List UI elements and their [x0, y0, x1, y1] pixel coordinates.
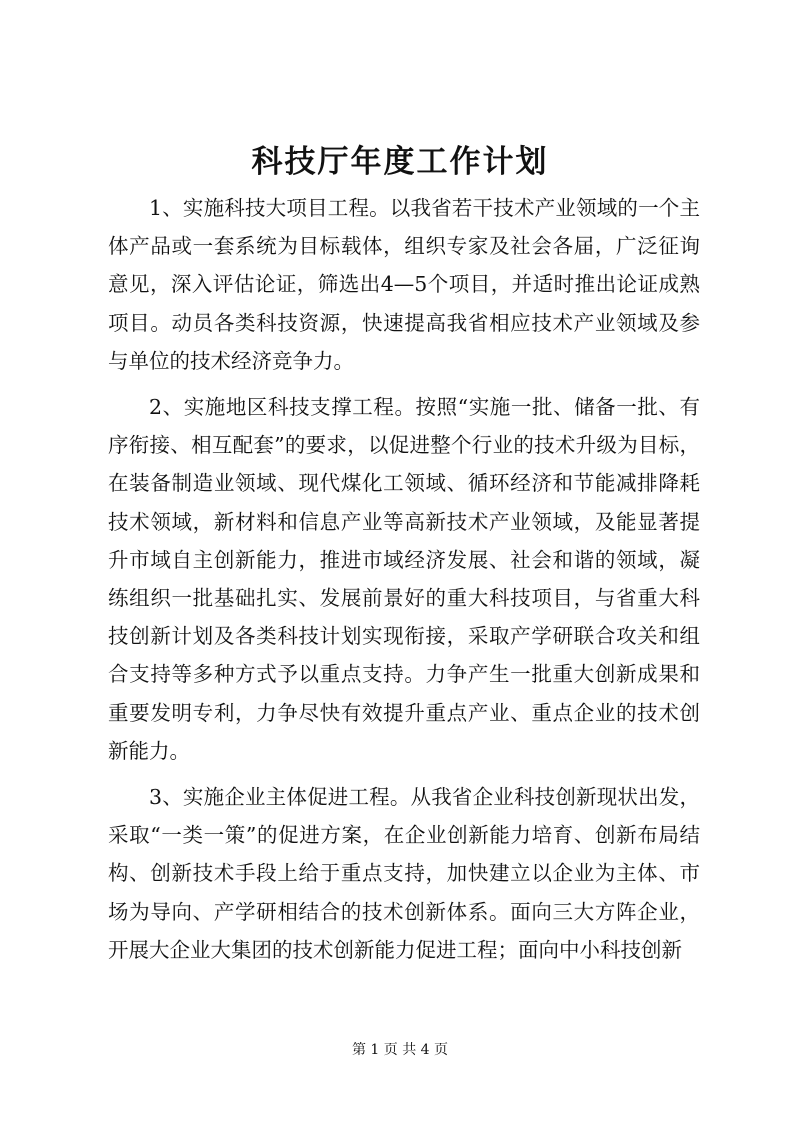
- paragraph-3: 3、实施企业主体促进工程。从我省企业科技创新现状出发，采取“一类一策”的促进方案，在企业创新能力培育、创新布局结构、创新技术手段上给于重点支持，加快建立以企业为主体、市场为导向、产学研相结合的技术创新体系。面向三大方阵企业，开展大企业大集团的技术创新能力促进工程；面向中小科技创新: [108, 785, 700, 962]
- page-footer: [0, 1040, 800, 1060]
- document-title: 科技厅年度工作计划: [251, 144, 549, 180]
- page-number: 第 1 页 共 4 页: [351, 1042, 449, 1058]
- document-body: [108, 189, 700, 977]
- paragraph-2: 2、实施地区科技支撑工程。按照“实施一批、储备一批、有序衔接、相互配套”的要求，以促进整个行业的技术升级为目标，在装备制造业领域、现代煤化工领域、循环经济和节能减排降耗技术领域，新材料和信息产业等高新技术产业领域，及能显著提升市域自主创新能力，推进市域经济发展、社会和谐的领域，凝练组织一批基础扎实、发展前景好的重大科技项目，与省重大科技创新计划及各类科技计划实现衔接，采取产学研联合攻关和组合支持等多种方式予以重点支持。力争产生一批重大创新成果和重要发明专利，力争尽快有效提升重点产业、重点企业的技术创新能力。: [108, 395, 700, 763]
- paragraph-1: 1、实施科技大项目工程。以我省若干技术产业领域的一个主体产品或一套系统为目标载体，组织专家及社会各届，广泛征询意见，深入评估论证，筛选出4—5个项目，并适时推出论证成熟项目。动员各类科技资源，快速提高我省相应技术产业领域及参与单位的技术经济竞争力。: [108, 196, 700, 373]
